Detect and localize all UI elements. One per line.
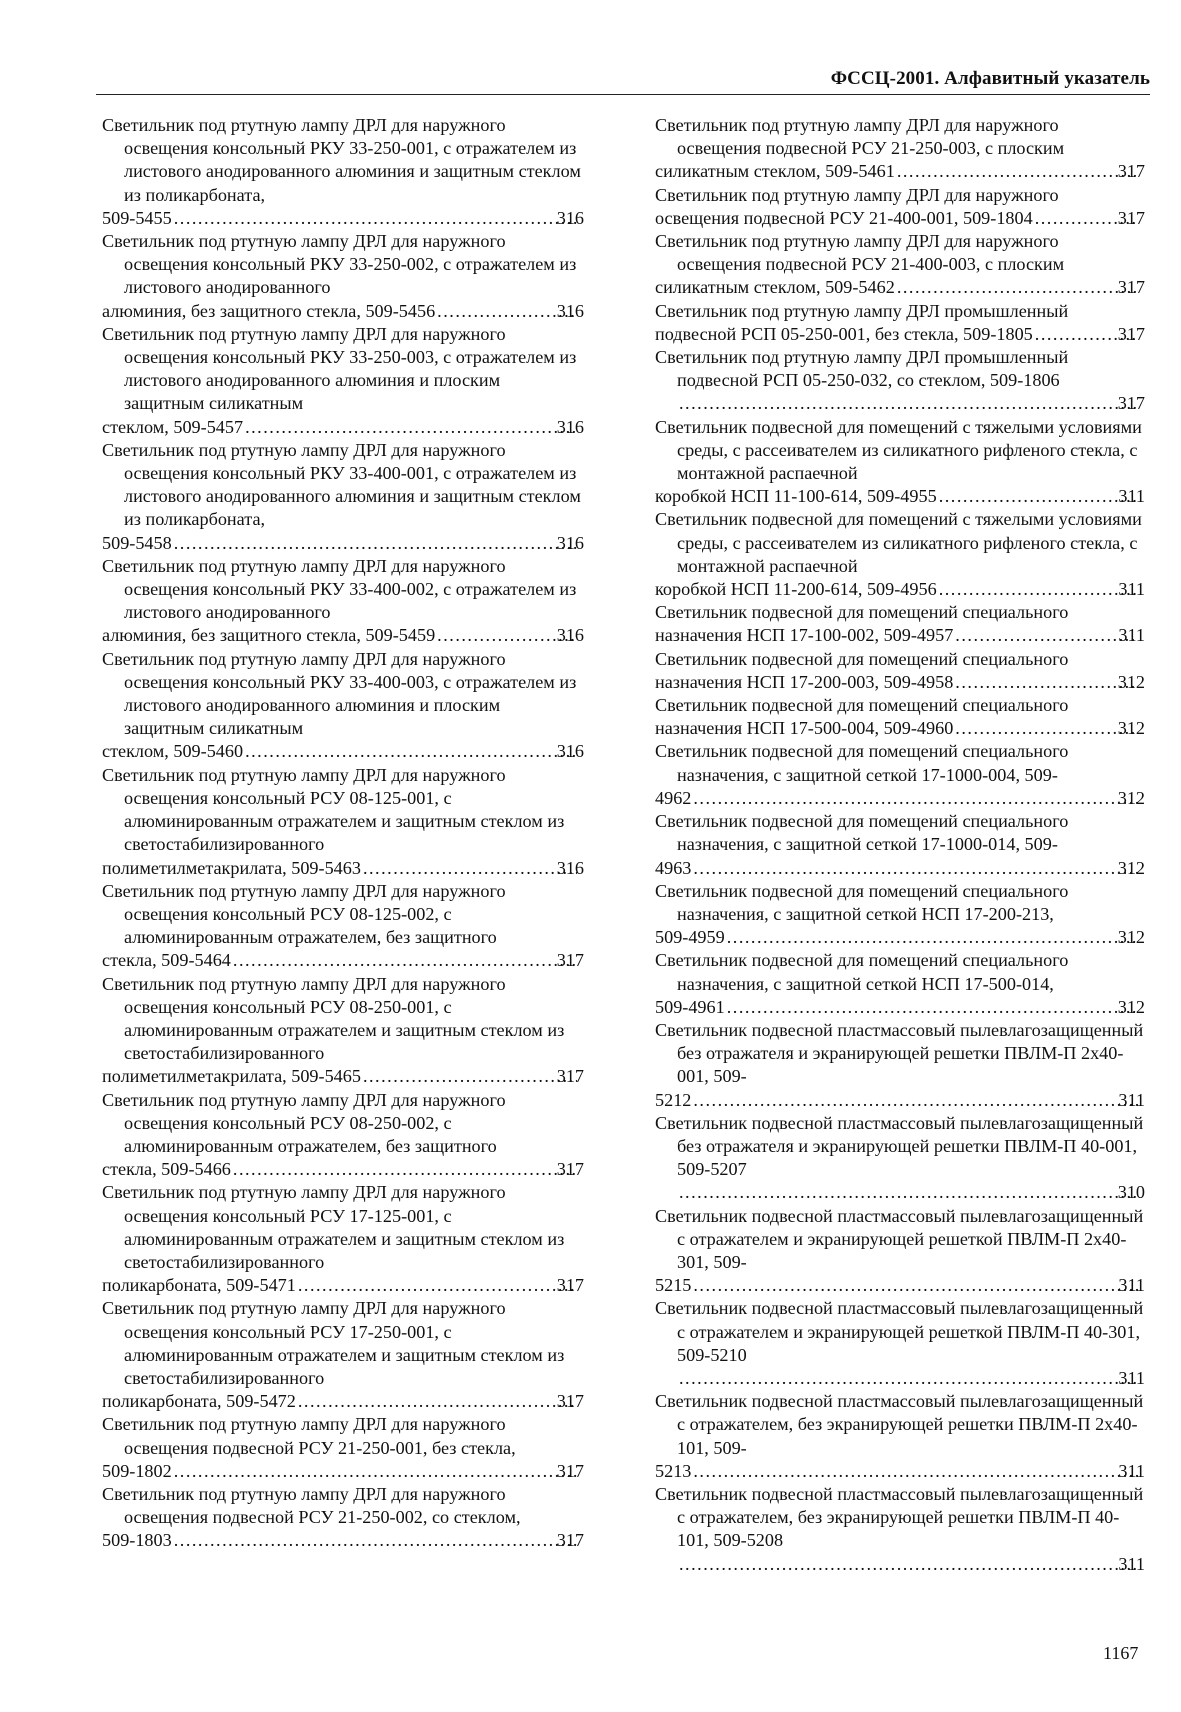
index-entry — [102, 230, 584, 323]
index-entry-text: Светильник подвесной для помещений специального назначения, с защитной сеткой 17-1000-004, 509- — [655, 741, 1069, 785]
index-entry-leader-line — [677, 1367, 1145, 1390]
index-entry-page: 311 — [1118, 625, 1145, 646]
dot-leader — [939, 578, 1139, 601]
index-entry-text: Светильник под ртутную лампу ДРЛ для наружного освещения консольный РСУ 17-125-001, с алюминированным отражателем и защитным стеклом из светостабилизированного — [102, 1182, 565, 1272]
index-entry-text: Светильник под ртутную лампу ДРЛ для наружного освещения консольный РКУ 33-400-001, с отражателем из листового анодированного алюминия и защитным стеклом из поликарбоната, — [102, 439, 581, 530]
index-entry-page: 312 — [1117, 671, 1145, 692]
index-entry-tail: назначения НСП 17-500-004, 509-4960 — [655, 718, 954, 739]
dot-leader — [363, 1065, 577, 1088]
index-entry-leader-line — [655, 276, 1145, 299]
index-entry — [655, 949, 1145, 1019]
index-entry — [102, 114, 584, 230]
index-entry-tail: 4962 — [655, 787, 692, 808]
index-entry-text: Светильник подвесной пластмассовый пылевлагозащищенный с отражателем и экранирующей решеткой ПВЛМ-П 2х40-301, 509- — [655, 1205, 1144, 1272]
index-entry-text: Светильник подвесной для помещений специального назначения, с защитной сеткой 17-1000-014, 509- — [655, 811, 1069, 855]
index-entry — [655, 416, 1145, 509]
index-entry — [655, 880, 1145, 950]
dot-leader — [679, 392, 1138, 415]
index-entry-tail: 509-5455 — [102, 207, 172, 228]
index-entry-text: Светильник подвесной пластмассовый пылевлагозащищенный с отражателем, без экранирующей решетки ПВЛМ-П 40-101, 509-5208 — [655, 1483, 1144, 1551]
index-entry — [102, 555, 584, 648]
index-entry-tail: коробкой НСП 11-100-614, 509-4955 — [655, 486, 937, 507]
index-entry-page: 311 — [1118, 1553, 1145, 1574]
index-entry-page: 316 — [556, 857, 584, 878]
index-entry-page: 311 — [1118, 579, 1145, 600]
index-entry-leader-line — [102, 857, 584, 880]
index-entry-text: Светильник подвесной для помещений специального — [655, 648, 1069, 669]
index-entry-tail: полиметилметакрилата, 509-5463 — [102, 857, 361, 878]
index-entry-leader-line — [102, 740, 584, 763]
index-entry-page: 316 — [556, 532, 584, 553]
dot-leader — [174, 207, 577, 230]
index-entry-page: 312 — [1117, 996, 1145, 1017]
page-number: 1167 — [1103, 1643, 1139, 1663]
dot-leader — [679, 1181, 1138, 1204]
index-entry-tail: 509-1803 — [102, 1530, 172, 1551]
index-entry — [655, 648, 1145, 694]
index-column-right — [655, 114, 1145, 1576]
index-entry-text: Светильник под ртутную лампу ДРЛ для наружного освещения консольный РСУ 08-125-001, с алюминированным отражателем и защитным стеклом из светостабилизированного — [102, 764, 565, 855]
index-entry-text: Светильник под ртутную лампу ДРЛ промышленный подвесной РСП 05-250-032, со стеклом, 509-1806 — [655, 347, 1069, 391]
index-entry — [655, 300, 1145, 346]
index-entry-text: Светильник подвесной для помещений специального назначения, с защитной сеткой НСП 17-200-213, — [655, 880, 1069, 924]
dot-leader — [693, 1274, 1138, 1297]
index-entry — [655, 508, 1145, 601]
index-entry — [655, 346, 1145, 416]
index-entry-page: 311 — [1118, 1089, 1145, 1110]
index-entry-text: Светильник подвесной для помещений специального — [655, 602, 1069, 623]
index-entry-text: Светильник под ртутную лампу ДРЛ для наружного освещения консольный РКУ 33-250-002, с отражателем из листового анодированного — [102, 231, 577, 298]
index-entry — [102, 648, 584, 764]
index-entry-leader-line — [677, 392, 1145, 415]
index-entry-tail: 509-1802 — [102, 1460, 172, 1481]
index-entry-page: 317 — [556, 1391, 584, 1412]
index-entry-text: Светильник подвесной пластмассовый пылевлагозащищенный с отражателем и экранирующей решеткой ПВЛМ-П 40-301, 509-5210 — [655, 1298, 1144, 1365]
index-entry-tail: силикатным стеклом, 509-5461 — [655, 161, 895, 182]
index-entry-leader-line — [655, 1089, 1145, 1112]
index-entry-tail: 5213 — [655, 1460, 692, 1481]
dot-leader — [693, 857, 1137, 880]
dot-leader — [693, 1089, 1138, 1112]
dot-leader — [174, 532, 577, 555]
index-entry-leader-line — [102, 949, 584, 972]
index-entry — [102, 1181, 584, 1297]
dot-leader — [693, 1460, 1138, 1483]
index-entry-text: Светильник под ртутную лампу ДРЛ для наружного освещения подвесной РСУ 21-400-003, с плоским — [655, 231, 1065, 275]
index-entry-tail: алюминия, без защитного стекла, 509-5459 — [102, 625, 436, 646]
index-entry-tail: стекла, 509-5464 — [102, 950, 231, 971]
index-entry-text: Светильник под ртутную лампу ДРЛ для наружного — [655, 184, 1059, 205]
index-entry-leader-line — [677, 1553, 1145, 1576]
index-entry-leader-line — [655, 624, 1145, 647]
index-entry — [102, 323, 584, 439]
index-entry-leader-line — [655, 160, 1145, 183]
index-entry-tail: поликарбоната, 509-5471 — [102, 1275, 296, 1296]
index-entry-leader-line — [102, 532, 584, 555]
dot-leader — [727, 926, 1138, 949]
index-entry-text: Светильник под ртутную лампу ДРЛ для наружного освещения подвесной РСУ 21-250-001, без стекла, — [102, 1414, 516, 1458]
index-entry-leader-line — [655, 996, 1145, 1019]
index-entry-page: 310 — [1117, 1182, 1145, 1203]
index-entry-page: 312 — [1117, 718, 1145, 739]
index-entry-leader-line — [655, 717, 1145, 740]
index-entry-page: 317 — [556, 1275, 584, 1296]
index-entry-page: 312 — [1117, 787, 1145, 808]
index-entry-leader-line — [655, 578, 1145, 601]
index-entry-leader-line — [655, 323, 1145, 346]
index-entry-leader-line — [655, 207, 1145, 230]
index-entry-page: 316 — [556, 741, 584, 762]
index-entry — [102, 1413, 584, 1483]
dot-leader — [174, 1529, 577, 1552]
index-entry-page: 317 — [1117, 277, 1145, 298]
index-entry-leader-line — [102, 300, 584, 323]
index-entry-leader-line — [102, 1529, 584, 1552]
dot-leader — [679, 1553, 1138, 1576]
dot-leader — [437, 300, 577, 323]
index-entry — [655, 1205, 1145, 1298]
index-entry — [655, 694, 1145, 740]
index-entry-leader-line — [655, 926, 1145, 949]
index-entry-text: Светильник под ртутную лампу ДРЛ для наружного освещения подвесной РСУ 21-250-002, со стеклом, — [102, 1483, 521, 1528]
index-entry-tail: силикатным стеклом, 509-5462 — [655, 277, 895, 298]
index-entry-page: 317 — [1117, 393, 1145, 414]
dot-leader — [245, 416, 577, 439]
dot-leader — [298, 1390, 577, 1413]
dot-leader — [955, 717, 1137, 740]
index-entry — [655, 114, 1145, 184]
index-entry-text: Светильник под ртутную лампу ДРЛ для наружного освещения консольный РСУ 08-250-002, с алюминированным отражателем, без защитного — [102, 1089, 506, 1156]
index-entry-tail: 509-4961 — [655, 996, 725, 1017]
index-entry-page: 316 — [556, 207, 584, 228]
index-entry-tail: 509-5458 — [102, 532, 172, 553]
index-entry-page: 317 — [556, 1460, 584, 1481]
dot-leader — [233, 949, 577, 972]
index-entry-text: Светильник под ртутную лампу ДРЛ для наружного освещения консольный РСУ 17-250-001, с алюминированным отражателем и защитным стеклом из светостабилизированного — [102, 1298, 565, 1388]
index-entry-page: 312 — [1117, 857, 1145, 878]
header-title: ФССЦ-2001. Алфавитный указатель — [830, 68, 1150, 89]
index-entry-page: 317 — [556, 950, 584, 971]
dot-leader — [437, 624, 577, 647]
index-entry-page: 317 — [1117, 207, 1145, 228]
index-entry — [655, 810, 1145, 880]
index-entry-tail: 509-4959 — [655, 927, 725, 948]
index-entry — [655, 1390, 1145, 1483]
index-entry-text: Светильник под ртутную лампу ДРЛ для наружного освещения консольный РСУ 08-250-001, с алюминированным отражателем и защитным стеклом из светостабилизированного — [102, 973, 565, 1064]
index-entry-leader-line — [655, 857, 1145, 880]
dot-leader — [679, 1367, 1138, 1390]
index-entry-text: Светильник под ртутную лампу ДРЛ для наружного освещения консольный РСУ 08-125-002, с алюминированным отражателем, без защитного — [102, 880, 506, 948]
index-entry-text: Светильник подвесной для помещений с тяжелыми условиями среды, с рассеивателем из силикатного рифленого стекла, с монтажной распаечной — [655, 416, 1142, 484]
index-entry-leader-line — [102, 624, 584, 647]
index-entry-text: Светильник подвесной для помещений специального — [655, 695, 1069, 716]
index-entry-text: Светильник под ртутную лампу ДРЛ для наружного освещения консольный РКУ 33-400-003, с отражателем из листового анодированного алюминия и плоским защитным силикатным — [102, 648, 577, 739]
index-entry-text: Светильник подвесной пластмассовый пылевлагозащищенный с отражателем, без экранирующей решетки ПВЛМ-П 2х40-101, 509- — [655, 1391, 1144, 1458]
index-entry-text: Светильник подвесной для помещений с тяжелыми условиями среды, с рассеивателем из силикатного рифленого стекла, с монтажной распаечной — [655, 509, 1142, 576]
index-entry-leader-line — [102, 1390, 584, 1413]
index-entry — [102, 1483, 584, 1553]
index-entry-text: Светильник под ртутную лампу ДРЛ для наружного освещения консольный РКУ 33-250-003, с отражателем из листового анодированного алюминия и плоским защитным силикатным — [102, 323, 577, 414]
index-entry-page: 311 — [1118, 1367, 1145, 1388]
index-entry-leader-line — [102, 1065, 584, 1088]
dot-leader — [363, 857, 577, 880]
dot-leader — [897, 160, 1138, 183]
index-entry-tail: 5215 — [655, 1275, 692, 1296]
index-entry-page: 311 — [1118, 1275, 1145, 1296]
index-entry — [655, 1297, 1145, 1390]
index-entry-tail: назначения НСП 17-100-002, 509-4957 — [655, 625, 954, 646]
dot-leader — [955, 624, 1138, 647]
index-entry-tail: освещения подвесной РСУ 21-400-001, 509-1804 — [655, 207, 1033, 228]
index-entry-leader-line — [102, 1460, 584, 1483]
dot-leader — [298, 1274, 577, 1297]
index-entry-tail: коробкой НСП 11-200-614, 509-4956 — [655, 579, 937, 600]
index-entry-leader-line — [655, 1460, 1145, 1483]
dot-leader — [939, 485, 1139, 508]
index-entry-page: 311 — [1118, 1460, 1145, 1481]
index-entry-leader-line — [655, 485, 1145, 508]
index-entry-page: 317 — [556, 1066, 584, 1087]
dot-leader — [897, 276, 1138, 299]
index-entry-text: Светильник подвесной пластмассовый пылевлагозащищенный без отражателя и экранирующей решетки ПВЛМ-П 2х40-001, 509- — [655, 1019, 1144, 1087]
index-entry-page: 316 — [556, 416, 584, 437]
index-entry-page: 317 — [556, 1159, 584, 1180]
index-entry-leader-line — [677, 1181, 1145, 1204]
index-entry — [655, 1483, 1145, 1576]
index-entry-page: 317 — [1117, 323, 1145, 344]
index-entry-leader-line — [655, 787, 1145, 810]
index-entry-text: Светильник под ртутную лампу ДРЛ для наружного освещения консольный РКУ 33-250-001, с отражателем из листового анодированного алюминия и защитным стеклом из поликарбоната, — [102, 115, 581, 205]
index-entry — [102, 1297, 584, 1413]
dot-leader — [245, 740, 577, 763]
dot-leader — [233, 1158, 577, 1181]
index-entry-tail: 4963 — [655, 857, 692, 878]
index-entry-leader-line — [655, 671, 1145, 694]
index-entry — [102, 880, 584, 973]
index-entry-leader-line — [655, 1274, 1145, 1297]
index-entry — [102, 439, 584, 555]
dot-leader — [955, 671, 1137, 694]
index-entry — [655, 184, 1145, 230]
index-entry-text: Светильник подвесной пластмассовый пылевлагозащищенный без отражателя и экранирующей решетки ПВЛМ-П 40-001, 509-5207 — [655, 1112, 1144, 1180]
index-entry-text: Светильник под ртутную лампу ДРЛ для наружного освещения подвесной РСУ 21-250-003, с плоским — [655, 115, 1065, 159]
index-entry-leader-line — [102, 1158, 584, 1181]
index-entry — [655, 740, 1145, 810]
dot-leader — [727, 996, 1138, 1019]
index-entry — [102, 973, 584, 1089]
dot-leader — [693, 787, 1137, 810]
index-entry-tail: подвесной РСП 05-250-001, без стекла, 509-1805 — [655, 323, 1033, 344]
index-entry — [655, 1019, 1145, 1112]
index-entry-leader-line — [102, 1274, 584, 1297]
dot-leader — [174, 1460, 577, 1483]
index-entry-text: Светильник подвесной для помещений специального назначения, с защитной сеткой НСП 17-500-014, — [655, 950, 1069, 994]
index-entry-tail: полиметилметакрилата, 509-5465 — [102, 1066, 361, 1087]
index-entry — [655, 601, 1145, 647]
index-entry — [655, 230, 1145, 300]
index-entry-tail: стеклом, 509-5460 — [102, 741, 244, 762]
index-column-left — [102, 114, 584, 1553]
index-entry-tail: стекла, 509-5466 — [102, 1159, 231, 1180]
index-entry-tail: 5212 — [655, 1089, 692, 1110]
index-entry-leader-line — [102, 207, 584, 230]
index-entry-page: 311 — [1118, 486, 1145, 507]
index-entry-tail: назначения НСП 17-200-003, 509-4958 — [655, 671, 954, 692]
index-entry — [102, 764, 584, 880]
index-entry-tail: стеклом, 509-5457 — [102, 416, 244, 437]
index-entry-text: Светильник под ртутную лампу ДРЛ промышленный — [655, 300, 1069, 321]
index-entry-text: Светильник под ртутную лампу ДРЛ для наружного освещения консольный РКУ 33-400-002, с отражателем из листового анодированного — [102, 555, 577, 623]
index-entry-page: 317 — [1117, 161, 1145, 182]
index-entry-leader-line — [102, 416, 584, 439]
index-entry-page: 316 — [556, 625, 584, 646]
index-entry-tail: алюминия, без защитного стекла, 509-5456 — [102, 300, 436, 321]
index-entry — [102, 1089, 584, 1182]
index-entry-tail: поликарбоната, 509-5472 — [102, 1391, 296, 1412]
index-entry-page: 312 — [1117, 927, 1145, 948]
index-entry-page: 316 — [556, 300, 584, 321]
index-entry-page: 317 — [556, 1530, 584, 1551]
running-header — [96, 62, 1150, 95]
index-entry — [655, 1112, 1145, 1205]
